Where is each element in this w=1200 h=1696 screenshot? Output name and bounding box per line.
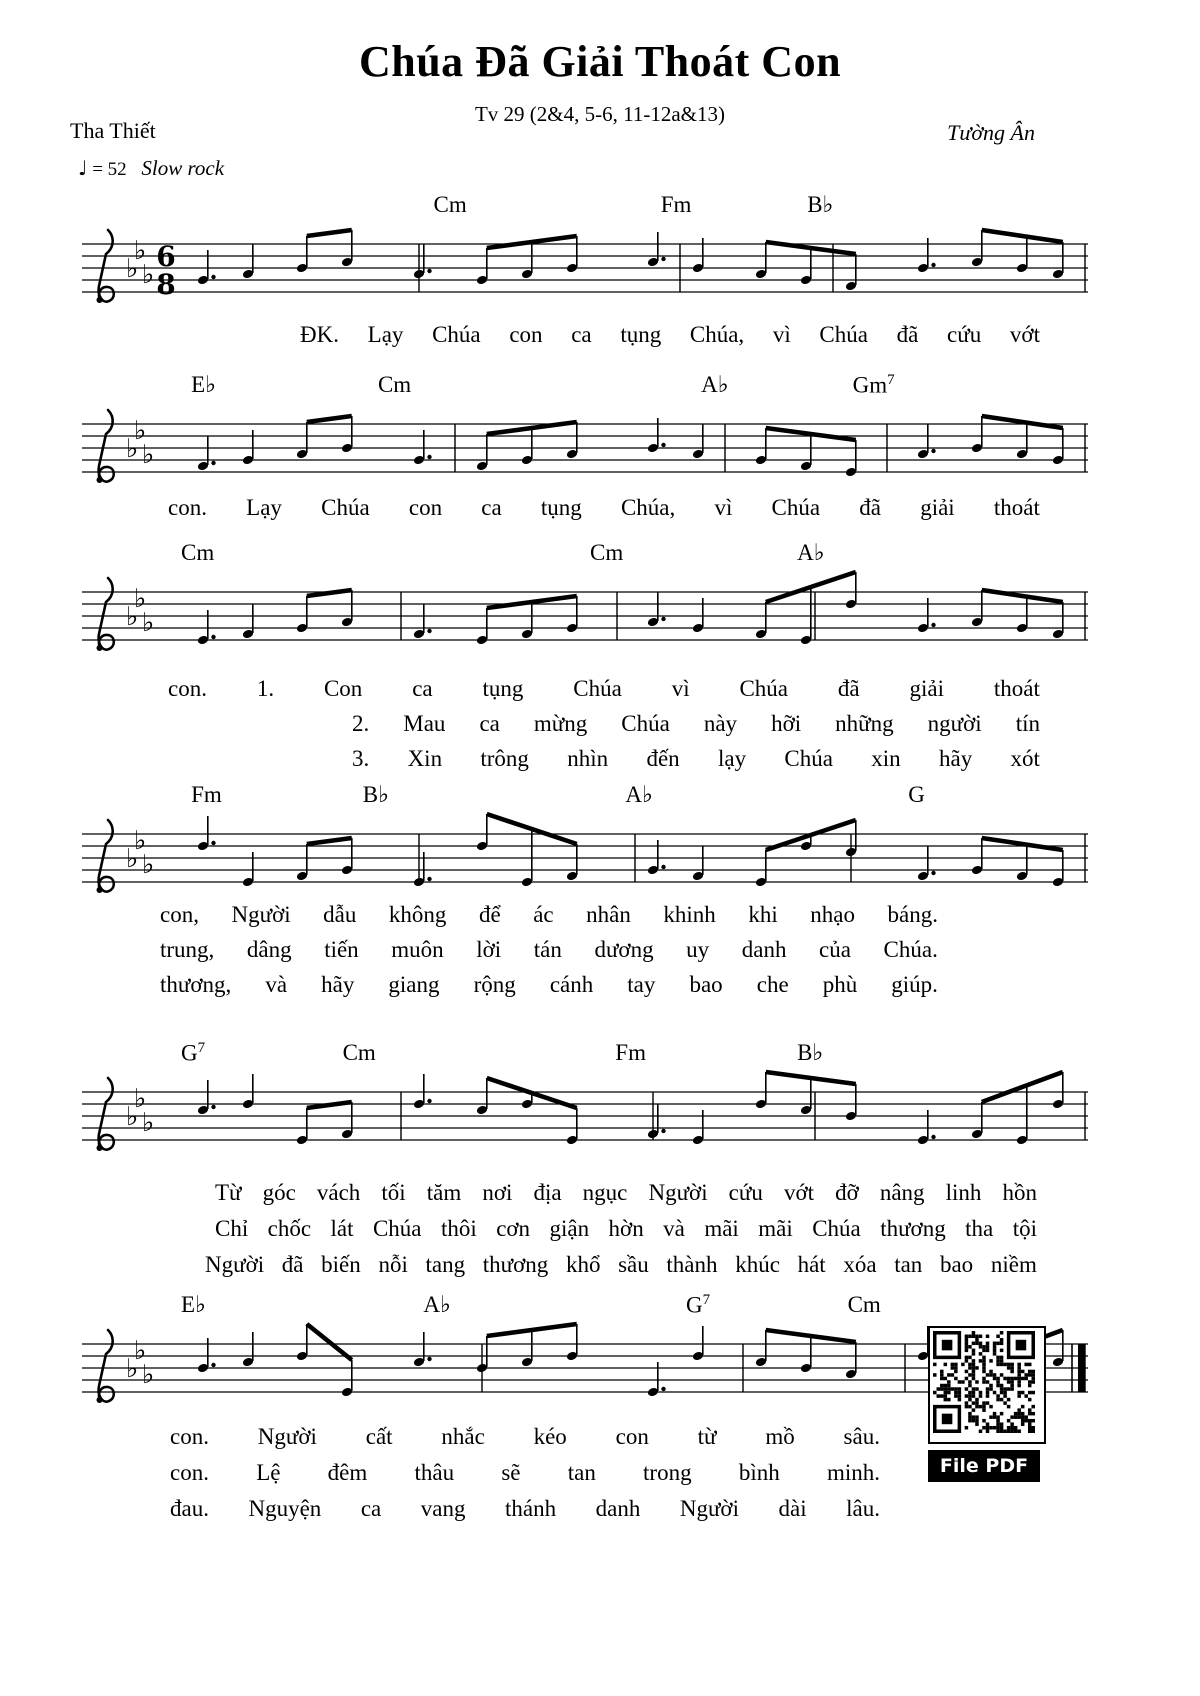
mood-label: Tha Thiết [70, 118, 156, 143]
lyric-word: mãi [758, 1216, 793, 1241]
chord-symbol: Fm [660, 192, 692, 217]
lyric-word: vì [772, 322, 791, 347]
lyric-word: Con [323, 676, 363, 701]
beam [982, 230, 1063, 242]
chord-symbol: E♭ [191, 372, 216, 397]
lyric-word: xót [1010, 746, 1040, 771]
lyric-word: 1. [256, 676, 275, 701]
lyric-word: tán [533, 937, 562, 962]
lyric-line [300, 322, 1040, 348]
lyric-word: nỗi [378, 1252, 408, 1277]
lyric-word: niềm [990, 1252, 1037, 1277]
lyric-word: thoát [993, 495, 1040, 520]
lyric-word: thoát [993, 676, 1040, 701]
svg-text:♭: ♭ [126, 254, 139, 284]
svg-text:♭: ♭ [142, 260, 155, 290]
lyric-word: Chúa [432, 322, 481, 347]
lyric-word: rộng [473, 972, 516, 997]
chord-row [80, 540, 1090, 566]
lyric-word: Chúa, [689, 322, 745, 347]
lyric-line [170, 1460, 880, 1486]
lyric-word: lời [476, 937, 502, 962]
lyric-word: đã [837, 676, 860, 701]
lyric-word: tội [1012, 1216, 1037, 1241]
dot [661, 1129, 665, 1133]
lyric-word: khúc [735, 1252, 780, 1277]
lyric-word: tụng [620, 322, 662, 347]
lyric-word: muôn [391, 937, 444, 962]
chord-symbol: G [908, 782, 925, 807]
lyric-word: con [509, 322, 543, 347]
lyric-word: và [265, 972, 288, 997]
lyric-word: tha [965, 1216, 994, 1241]
lyric-word: ác [533, 902, 554, 927]
lyric-line [160, 902, 938, 928]
lyric-word: tan [567, 1460, 596, 1485]
chord-symbol: Cm [433, 192, 467, 217]
chord-symbol: Cm [181, 540, 215, 565]
lyric-word: giận [549, 1216, 590, 1241]
chord-row [80, 372, 1090, 398]
lyric-word: giải [909, 676, 944, 701]
tempo-bpm: = 52 [92, 159, 127, 180]
lyric-word: ca [360, 1496, 382, 1521]
lyric-word: dẫu [323, 902, 357, 927]
lyric-word: cứu [947, 322, 982, 347]
lyric-word: của [819, 937, 851, 962]
lyric-word: con [408, 495, 443, 520]
lyric-word: Chúa [321, 495, 370, 520]
lyric-word: uy [686, 937, 710, 962]
chord-symbol: A♭ [797, 540, 825, 565]
lyric-word: ca [571, 322, 592, 347]
beam [307, 230, 352, 236]
lyric-word: hờn [608, 1216, 644, 1241]
notes [197, 416, 1064, 477]
svg-text:♭: ♭ [134, 236, 147, 266]
lyric-word: xóa [843, 1252, 877, 1277]
lyric-word: con. [170, 1424, 209, 1449]
chord-symbol: A♭ [423, 1292, 451, 1317]
dot [427, 269, 431, 273]
dot [661, 257, 665, 261]
final-barline [1078, 1344, 1085, 1392]
lyric-word: và [663, 1216, 685, 1241]
lyric-word: dương [594, 937, 654, 962]
lyric-word: thương, [160, 972, 232, 997]
lyric-word: tối [381, 1180, 406, 1205]
lyric-word: mừng [533, 711, 588, 736]
dot [661, 617, 665, 621]
lyric-word: Chúa [819, 322, 868, 347]
svg-text:♭: ♭ [142, 1360, 155, 1390]
lyric-word: mồ [765, 1424, 795, 1449]
lyric-word: nhắc [441, 1424, 485, 1449]
chord-symbol: Cm [847, 1292, 881, 1317]
chord-symbol: Fm [191, 782, 222, 807]
dot [931, 263, 935, 267]
lyric-line [352, 746, 1040, 772]
quarter-note-icon: ♩ [78, 156, 88, 180]
lyric-line [170, 1424, 880, 1450]
lyric-word: người [927, 711, 982, 736]
lyric-word: Xin [407, 746, 443, 771]
staff-system-svg [80, 1066, 1090, 1166]
beam [307, 1102, 352, 1108]
lyric-word: đỡ [835, 1180, 859, 1205]
lyric-word: che [756, 972, 789, 997]
tempo-style: Slow rock [141, 156, 225, 180]
lyric-word: Người [257, 1424, 317, 1449]
lyric-word: danh [595, 1496, 641, 1521]
chord-symbol: Gm$^7$ [852, 372, 895, 398]
lyric-word: trung, [160, 937, 215, 962]
svg-text:6: 6 [156, 240, 176, 273]
lyric-word: trong [643, 1460, 692, 1485]
dot [211, 1105, 215, 1109]
lyric-line [205, 1252, 1037, 1278]
lyric-word: Người [679, 1496, 739, 1521]
dot [427, 629, 431, 633]
lyric-word: ngục [582, 1180, 628, 1205]
lyric-word: bao [689, 972, 723, 997]
tempo-marking [78, 156, 224, 181]
lyric-word: Chúa [812, 1216, 861, 1241]
time-signature [156, 240, 175, 301]
lyric-word: Từ [215, 1180, 242, 1205]
notes [197, 572, 1064, 645]
svg-text:♭: ♭ [134, 584, 147, 614]
chord-symbol: B♭ [797, 1040, 824, 1065]
lyric-word: Người [648, 1180, 708, 1205]
chord-symbol: Cm [342, 1040, 376, 1065]
dot [661, 443, 665, 447]
lyric-word: trông [480, 746, 529, 771]
lyric-line [160, 937, 938, 963]
lyric-word: khổ [565, 1252, 601, 1277]
lyric-word: báng. [887, 902, 938, 927]
lyric-word: đến [646, 746, 680, 771]
lyric-word: linh [945, 1180, 982, 1205]
lyric-word: tang [425, 1252, 466, 1277]
lyric-word: hồn [1002, 1180, 1037, 1205]
lyric-word: nơi [482, 1180, 513, 1205]
lyric-line [215, 1216, 1037, 1242]
chord-symbol: Fm [615, 1040, 646, 1065]
svg-text:♭: ♭ [134, 1336, 147, 1366]
svg-text:♭: ♭ [142, 608, 155, 638]
dot [211, 275, 215, 279]
dot [931, 449, 935, 453]
lyric-word: vớt [1009, 322, 1040, 347]
lyric-word: Người [231, 902, 291, 927]
lyric-word: hỡi [771, 711, 802, 736]
lyric-word: thành [666, 1252, 718, 1277]
chord-row [80, 1292, 1090, 1318]
lyric-word: cứu [728, 1180, 763, 1205]
page-title: Chúa Đã Giải Thoát Con [358, 37, 842, 86]
lyric-word: lạy [717, 746, 747, 771]
lyric-word: đã [896, 322, 919, 347]
chord-symbol: E♭ [181, 1292, 206, 1317]
svg-text:♭: ♭ [134, 826, 147, 856]
lyric-word: ca [479, 711, 500, 736]
lyric-word: hãy [321, 972, 355, 997]
qr-code[interactable] [928, 1326, 1046, 1444]
lyric-word: danh [741, 937, 787, 962]
lyric-word: Chúa, [620, 495, 676, 520]
lyric-word: Chúa [771, 495, 821, 520]
lyric-word: cất [365, 1424, 393, 1449]
svg-text:♭: ♭ [142, 1108, 155, 1138]
svg-text:♭: ♭ [142, 440, 155, 470]
lyric-word: con. [168, 676, 207, 701]
dot [211, 841, 215, 845]
lyric-word: hãy [938, 746, 973, 771]
lyric-word: khi [748, 902, 778, 927]
lyric-word: hát [797, 1252, 826, 1277]
staff-system-svg [80, 218, 1090, 318]
lyric-word: dâng [246, 937, 292, 962]
lyric-word: nhìn [567, 746, 609, 771]
beam [307, 1324, 352, 1360]
notes [197, 230, 1064, 291]
lyric-word: giúp. [891, 972, 938, 997]
lyric-line [215, 1180, 1037, 1206]
lyric-word: nâng [879, 1180, 925, 1205]
lyric-word: vì [714, 495, 733, 520]
lyric-word: lâu. [846, 1496, 880, 1521]
lyric-word: này [703, 711, 738, 736]
dot [427, 877, 431, 881]
lyric-word: Chúa [784, 746, 833, 771]
lyric-word: góc [262, 1180, 296, 1205]
svg-text:♭: ♭ [126, 1354, 139, 1384]
lyric-word: đã [281, 1252, 304, 1277]
lyric-word: 2. [352, 711, 370, 736]
dot [931, 1135, 935, 1139]
svg-text:♭: ♭ [126, 844, 139, 874]
lyric-word: con, [160, 902, 199, 927]
lyric-word: tiến [324, 937, 359, 962]
beam [982, 416, 1063, 428]
lyric-word: thương [880, 1216, 946, 1241]
lyric-word: Chúa [621, 711, 670, 736]
lyric-word: Chỉ [215, 1216, 249, 1241]
lyric-line [352, 711, 1040, 737]
notes [197, 1072, 1064, 1145]
lyric-word: thâu [414, 1460, 455, 1485]
lyric-word: đêm [327, 1460, 368, 1485]
chord-symbol: B♭ [807, 192, 834, 217]
beam [982, 838, 1063, 850]
lyric-word: sâu. [843, 1424, 880, 1449]
lyric-line [168, 495, 1040, 521]
lyric-word: phù [822, 972, 858, 997]
lyric-word: Chúa [372, 1216, 422, 1241]
lyric-word: sầu [618, 1252, 649, 1277]
chord-symbol: B♭ [362, 782, 389, 807]
lyric-word: Nguyện [248, 1496, 322, 1521]
lyric-word: lát [330, 1216, 354, 1241]
lyric-word: cánh [549, 972, 594, 997]
psalm-reference: Tv 29 (2&4, 5-6, 11-12a&13) [474, 102, 725, 126]
lyric-line [168, 676, 1040, 702]
lyric-word: những [835, 711, 894, 736]
lyric-word: khinh [663, 902, 716, 927]
svg-text:♭: ♭ [126, 1102, 139, 1132]
qr-block [928, 1326, 1040, 1482]
lyric-word: Lạy [246, 495, 282, 520]
lyric-word: con. [170, 1460, 209, 1485]
lyric-word: Mau [403, 711, 446, 736]
staff-system-svg [80, 808, 1090, 908]
beam [307, 590, 352, 596]
beam [307, 838, 352, 844]
lyric-word: Chúa [739, 676, 789, 701]
svg-text:♭: ♭ [134, 416, 147, 446]
lyric-word: chốc [267, 1216, 312, 1241]
beam [982, 1072, 1063, 1102]
dot [211, 1363, 215, 1367]
lyric-word: tụng [540, 495, 582, 520]
svg-text:♭: ♭ [126, 434, 139, 464]
chord-symbol: A♭ [625, 782, 653, 807]
lyric-word: đau. [170, 1496, 209, 1521]
dot [211, 461, 215, 465]
lyric-word: vì [671, 676, 690, 701]
svg-text:♭: ♭ [126, 602, 139, 632]
lyric-word: xin [871, 746, 901, 771]
lyric-word: vang [420, 1496, 466, 1521]
lyric-word: minh. [826, 1460, 880, 1485]
lyric-word: con [615, 1424, 649, 1449]
lyric-word: biến [321, 1252, 361, 1277]
lyric-word: Người [205, 1252, 265, 1277]
lyric-word: sẽ [501, 1460, 521, 1485]
beam [307, 416, 352, 422]
dot [661, 865, 665, 869]
chord-row [80, 192, 1090, 218]
lyric-word: Lệ [256, 1460, 281, 1485]
lyric-word: 3. [352, 746, 370, 771]
svg-text:♭: ♭ [134, 1084, 147, 1114]
chord-symbol: Cm [377, 372, 412, 397]
dot [661, 1387, 665, 1391]
dot [211, 635, 215, 639]
lyric-line [170, 1496, 880, 1522]
lyric-word: tăm [426, 1180, 462, 1205]
lyric-word: ca [481, 495, 502, 520]
lyric-word: Chúa. [883, 937, 938, 962]
staff-system-svg [80, 566, 1090, 666]
lyric-word: thôi [440, 1216, 477, 1241]
chord-symbol: $G^7$ [686, 1292, 711, 1318]
chord-symbol: A♭ [701, 372, 729, 397]
lyric-word: con. [168, 495, 207, 520]
lyric-word: kéo [533, 1424, 567, 1449]
composer-name: Tường Ân [947, 120, 1035, 145]
lyric-word: nhân [586, 902, 631, 927]
lyric-word: ca [412, 676, 433, 701]
notes [197, 814, 1064, 887]
file-pdf-button[interactable]: File PDF [928, 1450, 1040, 1482]
lyric-line [160, 972, 938, 998]
lyric-word: để [478, 902, 501, 927]
chord-symbol: Cm [590, 540, 624, 565]
lyric-word: Chúa [573, 676, 622, 701]
lyric-word: không [388, 902, 447, 927]
dot [427, 1099, 431, 1103]
lyric-word: Lạy [367, 322, 404, 347]
chord-symbol: $G^7$ [181, 1040, 206, 1066]
lyric-word: giải [920, 495, 955, 520]
lyric-word: dài [778, 1496, 807, 1521]
lyric-word: giang [388, 972, 440, 997]
dot [931, 623, 935, 627]
svg-text:♭: ♭ [142, 850, 155, 880]
dot [427, 455, 431, 459]
lyric-word: cơn [496, 1216, 531, 1241]
chord-row [80, 1040, 1090, 1066]
lyric-word: nhạo [810, 902, 855, 927]
svg-text:8: 8 [156, 268, 176, 301]
lyric-word: tan [894, 1252, 923, 1277]
staff-system-svg [80, 398, 1090, 498]
lyric-word: thương [482, 1252, 549, 1277]
lyric-word: vớt [783, 1180, 814, 1205]
lyric-word: tụng [482, 676, 524, 701]
lyric-word: ĐK. [300, 322, 339, 347]
lyric-word: địa [533, 1180, 562, 1205]
dot [427, 1357, 431, 1361]
lyric-word: đã [859, 495, 881, 520]
lyric-word: từ [697, 1424, 717, 1449]
lyric-word: bình [738, 1460, 780, 1485]
dot [931, 871, 935, 875]
lyric-word: bao [939, 1252, 974, 1277]
chord-row [80, 782, 1090, 808]
lyric-word: thánh [505, 1496, 557, 1521]
lyric-word: mãi [704, 1216, 739, 1241]
lyric-word: vách [316, 1180, 361, 1205]
lyric-word: tay [627, 972, 656, 997]
lyric-word: tín [1015, 711, 1040, 736]
